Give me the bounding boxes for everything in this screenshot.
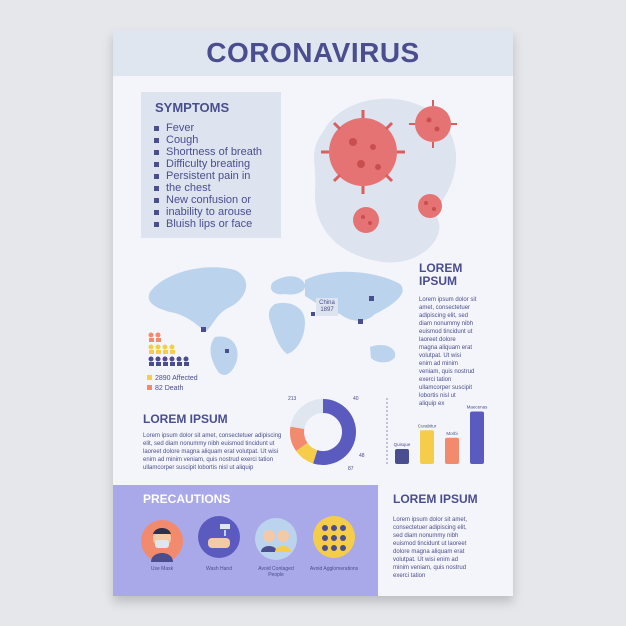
map-china-label: China: [319, 300, 335, 306]
symptom-item-continued: the chest: [153, 182, 262, 194]
legend-swatch-death: [147, 385, 152, 390]
lorem-right-line: veniam, quis nostrud: [419, 369, 475, 375]
donut-label-4: 87: [348, 466, 354, 472]
lorem-right-line: laoreet dolore: [419, 337, 456, 343]
lorem-mid-line: Lorem ipsum dolor sit amet, consectetuer adipiscing: [143, 433, 282, 439]
symptoms-list: [153, 122, 262, 230]
lorem-bottom-line: consectetuer adipiscing elit,: [393, 525, 467, 531]
lorem-right-heading: LOREM IPSUM: [419, 261, 463, 288]
bar-label: Quisque: [393, 442, 411, 447]
symptom-item: Bluish lips or face: [153, 218, 262, 230]
symptom-item: Fever: [153, 122, 262, 134]
precaution-caption: Avoid Agglomerations: [309, 566, 359, 572]
symptom-item: Cough: [153, 134, 262, 146]
lorem-bottom-line: exerci tation: [393, 573, 426, 579]
symptom-item: Persistent pain in: [153, 170, 262, 182]
lorem-right-line: ullamcorper suscipit: [419, 385, 473, 391]
bar-chart: [383, 390, 495, 474]
lorem-right-line: lobortis nisl ut: [419, 393, 456, 399]
symptom-item: Shortness of breath: [153, 146, 262, 158]
lorem-right-line: magna aliquam erat: [419, 345, 473, 351]
lorem-bottom-heading: LOREM IPSUM: [393, 492, 478, 506]
lorem-mid-heading: LOREM IPSUM: [143, 412, 228, 426]
bar-label: Morbi: [446, 430, 458, 436]
avoid-crowd-icon: [313, 516, 355, 558]
lorem-bottom-line: dolore magna aliquam erat: [393, 549, 465, 555]
bar: [395, 449, 409, 464]
legend-swatch-affected: [147, 375, 152, 380]
lorem-right-line: diam nonummy nibh: [419, 321, 474, 327]
map-china-value: 1897: [320, 307, 334, 313]
lorem-right-line: Lorem ipsum dolor sit: [419, 297, 477, 303]
lorem-bottom-line: minim veniam, quis nostrud: [393, 565, 467, 571]
lorem-mid-line: ullamcorper suscipit lobortis nisl ut aliquip: [143, 465, 254, 471]
donut-segment: [297, 428, 302, 447]
donut-chart: [281, 390, 371, 474]
symptoms-heading: SYMPTOMS: [155, 100, 230, 115]
legend-affected: [147, 375, 198, 382]
lorem-right-line: volutpat. Ut wisi: [419, 353, 462, 359]
lorem-bottom-line: Lorem ipsum dolor sit amet,: [393, 517, 468, 523]
lorem-mid-line: enim ad minim veniam, quis nostrud exerci tation: [143, 457, 274, 463]
lorem-right-line: aliquip ex: [419, 401, 445, 407]
virus-illustration: [303, 92, 473, 272]
donut-label-2: 40: [353, 396, 359, 402]
legend-death: [147, 385, 183, 392]
donut-label-3: 48: [359, 453, 365, 459]
legend-affected-label: 2890 Affected: [155, 375, 198, 382]
precautions-heading: PRECAUTIONS: [143, 492, 231, 506]
symptom-item-continued: inability to arouse: [153, 206, 262, 218]
lorem-right-line: adipiscing elit, sed: [419, 313, 469, 319]
lorem-mid-line: laoreet dolore magna aliquam erat volutpat. Ut wisi: [143, 449, 279, 455]
precaution-caption: Use Mask: [150, 566, 174, 572]
precaution-caption: Avoid Contaged People: [258, 566, 294, 578]
infographic-poster: [113, 30, 513, 596]
lorem-bottom-body: [393, 516, 503, 580]
lorem-bottom-line: sed diam nonummy nibh: [393, 533, 459, 539]
legend-death-label: 82 Death: [155, 385, 184, 392]
symptom-item: New confusion or: [153, 194, 262, 206]
lorem-bottom-line: euismod tincidunt ut laoreet: [393, 541, 467, 547]
bar: [420, 430, 434, 464]
symptoms-panel: [141, 92, 281, 238]
page-title: CORONAVIRUS: [113, 30, 513, 76]
bar: [470, 412, 484, 465]
precaution-caption: Wash Hand: [206, 566, 232, 572]
lorem-right-line: euismod tincidunt ut: [419, 329, 473, 335]
lorem-mid-body: [143, 432, 293, 472]
lorem-mid-line: elit, sed diam nonummy nibh euismod tincidunt ut: [143, 441, 275, 447]
bar: [445, 438, 459, 464]
virus-tiny-icon: [353, 207, 379, 233]
wash-hand-icon: [198, 516, 240, 558]
bar-label: Curabitur: [417, 423, 437, 429]
people-stats-icon: [146, 332, 206, 370]
mask-icon: [141, 520, 183, 562]
lorem-right-line: enim ad minim: [419, 361, 459, 367]
lorem-right-line: exerci tation: [419, 377, 452, 383]
donut-segment: [315, 406, 349, 458]
avoid-people-icon: [255, 518, 297, 560]
donut-segment: [297, 406, 323, 428]
lorem-right-line: amet, consectetuer: [419, 305, 471, 311]
donut-segment: [302, 447, 315, 457]
virus-small-icon: [418, 194, 442, 218]
lorem-bottom-line: volutpat. Ut wisi enim ad: [393, 557, 459, 563]
bar-label: Maecenas: [466, 404, 488, 410]
donut-label-1: 213: [288, 396, 297, 402]
symptom-item: Difficulty breating: [153, 158, 262, 170]
